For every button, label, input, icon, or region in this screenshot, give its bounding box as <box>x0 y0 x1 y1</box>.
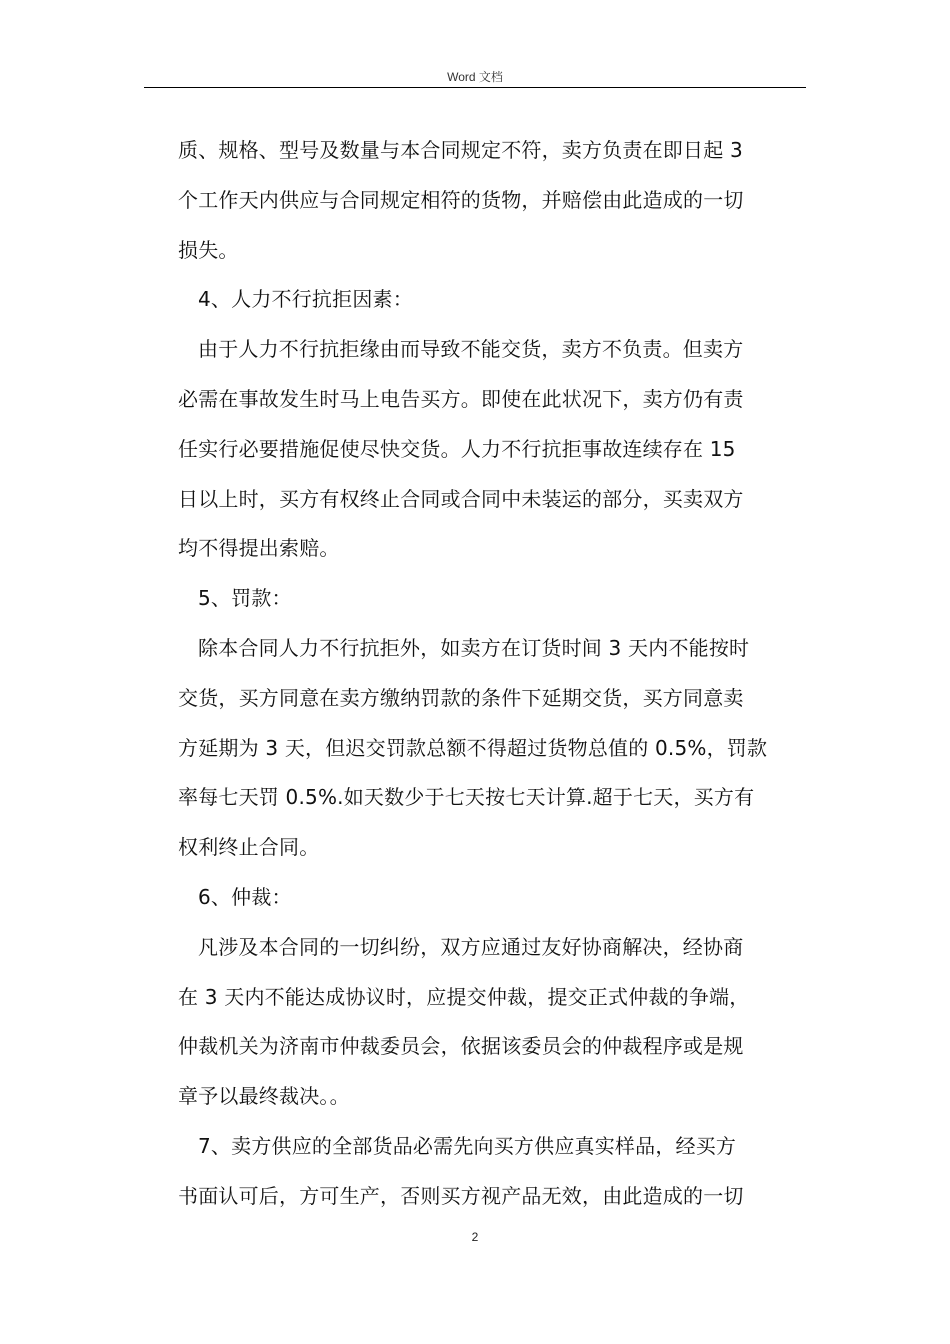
text-line: 凡涉及本合同的一切纠纷，双方应通过友好协商解决，经协商 <box>198 934 744 959</box>
text-line: 仲裁机关为济南市仲裁委员会，依据该委员会的仲裁程序或是规 <box>178 1034 744 1059</box>
text-line: 书面认可后，方可生产，否则买方视产品无效，由此造成的一切 <box>178 1183 744 1208</box>
text-line: 损失。 <box>178 237 239 262</box>
text-line: 方延期为 3 天，但迟交罚款总额不得超过货物总值的 0.5%，罚款 <box>178 735 768 760</box>
page-number: 2 <box>471 1230 479 1244</box>
text-line: 7、卖方供应的全部货品必需先向买方供应真实样品，经买方 <box>198 1133 737 1158</box>
document-body <box>178 126 806 1222</box>
text-line: 质、规格、型号及数量与本合同规定不符，卖方负责在即日起 3 <box>178 138 743 162</box>
text-line: 6、仲裁： <box>198 884 292 909</box>
text-line: 权利终止合同。 <box>178 835 320 860</box>
text-line: 章予以最终裁决。。 <box>178 1084 350 1109</box>
text-line: 日以上时，买方有权终止合同或合同中未装运的部分，买卖双方 <box>178 486 744 511</box>
text-line: 必需在事故发生时马上电告买方。即使在此状况下，卖方仍有责 <box>178 386 744 411</box>
text-line: 交货，买方同意在卖方缴纳罚款的条件下延期交货，买方同意卖 <box>178 685 744 710</box>
text-line: 4、人力不行抗拒因素： <box>198 287 413 312</box>
text-line: 率每七天罚 0.5%.如天数少于七天按七天计算.超于七天，买方有 <box>178 785 755 810</box>
text-line: 5、罚款： <box>198 586 292 611</box>
text-line: 均不得提出索赔。 <box>178 536 340 561</box>
text-line: 个工作天内供应与合同规定相符的货物，并赔偿由此造成的一切 <box>178 187 744 212</box>
header-divider <box>144 87 806 88</box>
text-line: 除本合同人力不行抗拒外，如卖方在订货时间 3 天内不能按时 <box>198 635 750 660</box>
page-header-title: Word 文档 <box>447 70 503 84</box>
text-line: 任实行必要措施促使尽快交货。人力不行抗拒事故连续存在 15 <box>178 436 736 461</box>
text-line: 由于人力不行抗拒缘由而导致不能交货，卖方不负责。但卖方 <box>198 337 744 362</box>
text-line: 在 3 天内不能达成协议时，应提交仲裁，提交正式仲裁的争端， <box>178 984 750 1009</box>
